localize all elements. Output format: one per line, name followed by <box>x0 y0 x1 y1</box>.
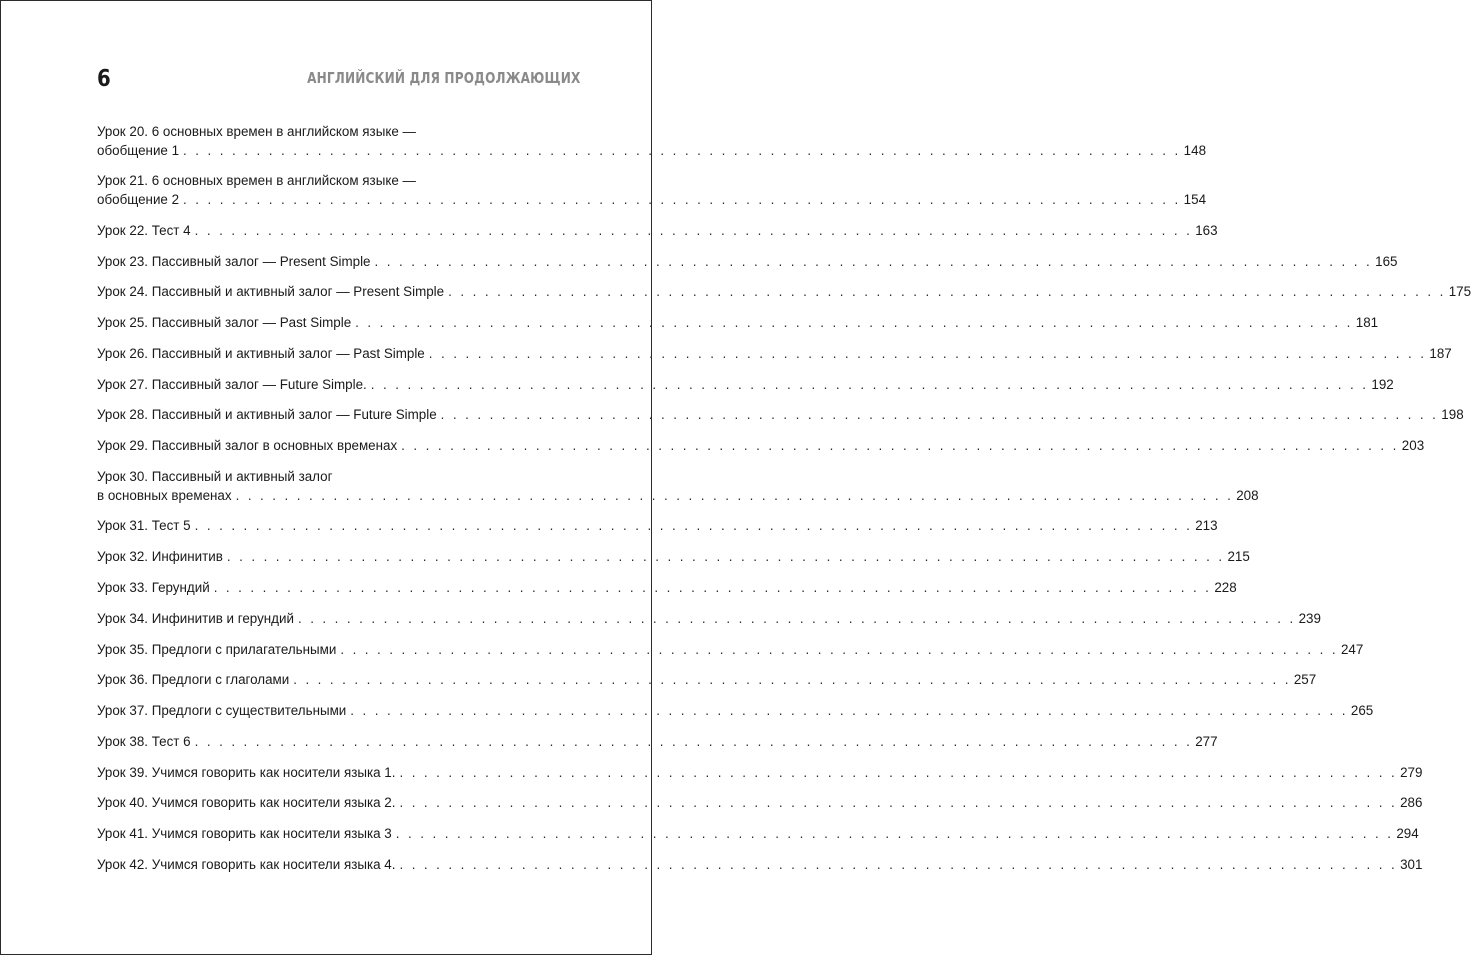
toc-entry-title: Урок 21. 6 основных времен в английском языке — <box>97 173 416 189</box>
toc-entry <box>97 856 1423 875</box>
toc-leader-dots: . . . . . . . . . . . . . . . . . . . . . . . . . . . . . . . . . . . . . . . . . . . . . . . . . . . . . . . . . . . . . . . . . . . . . . . . . . . . . . . . . . <box>428 345 1427 361</box>
toc-page-number: 198 <box>1441 407 1464 423</box>
toc-entry-title: Урок 41. Учимся говорить как носители языка 3 <box>97 826 392 842</box>
toc-entry <box>97 641 1364 660</box>
toc-leader-dots: . . . . . . . . . . . . . . . . . . . . . . . . . . . . . . . . . . . . . . . . . . . . . . . . . . . . . . . . . . . . . . . . . . . . . . . . . . . . . . . . . . <box>355 315 1353 331</box>
toc-entry-title: Урок 35. Предлоги с прилагательными <box>97 641 337 657</box>
toc-page-number: 213 <box>1195 518 1218 534</box>
toc-page-number: 294 <box>1396 826 1419 842</box>
toc-entry <box>97 437 1425 456</box>
toc-leader-dots: . . . . . . . . . . . . . . . . . . . . . . . . . . . . . . . . . . . . . . . . . . . . . . . . . . . . . . . . . . . . . . . . . . . . . . . . . . . . . . . . . . <box>399 856 1398 872</box>
toc-entry <box>97 468 1259 505</box>
toc-entry-title: Урок 39. Учимся говорить как носители языка 1. <box>97 764 396 780</box>
toc-entry <box>97 222 1218 241</box>
toc-entry-line <box>97 468 581 487</box>
toc-entry-line <box>97 222 1218 241</box>
toc-leader-dots: . . . . . . . . . . . . . . . . . . . . . . . . . . . . . . . . . . . . . . . . . . . . . . . . . . . . . . . . . . . . . . . . . . . . . . . . . . . . . . . . . . <box>183 191 1181 207</box>
toc-entry-line <box>97 641 1364 660</box>
table-of-contents <box>97 123 1471 887</box>
toc-entry <box>97 733 1218 752</box>
toc-leader-dots: . . . . . . . . . . . . . . . . . . . . . . . . . . . . . . . . . . . . . . . . . . . . . . . . . . . . . . . . . . . . . . . . . . . . . . . . . . . . . . . . . . <box>448 284 1446 300</box>
toc-entry-title: Урок 33. Герундий <box>97 579 210 595</box>
toc-entry <box>97 764 1423 783</box>
toc-leader-dots: . . . . . . . . . . . . . . . . . . . . . . . . . . . . . . . . . . . . . . . . . . . . . . . . . . . . . . . . . . . . . . . . . . . . . . . . . . . . . . . . . . <box>399 795 1398 811</box>
toc-entry-line <box>97 172 581 191</box>
toc-entry <box>97 794 1423 813</box>
toc-leader-dots: . . . . . . . . . . . . . . . . . . . . . . . . . . . . . . . . . . . . . . . . . . . . . . . . . . . . . . . . . . . . . . . . . . . . . . . . . . . . . . . . . . <box>293 672 1291 688</box>
toc-leader-dots: . . . . . . . . . . . . . . . . . . . . . . . . . . . . . . . . . . . . . . . . . . . . . . . . . . . . . . . . . . . . . . . . . . . . . . . . . . . . . . . . . . <box>194 518 1193 534</box>
toc-page-number: 163 <box>1195 222 1218 238</box>
toc-leader-dots: . . . . . . . . . . . . . . . . . . . . . . . . . . . . . . . . . . . . . . . . . . . . . . . . . . . . . . . . . . . . . . . . . . . . . . . . . . . . . . . . . . <box>194 222 1193 238</box>
toc-entry-line <box>97 856 1423 875</box>
toc-entry <box>97 376 1394 395</box>
toc-entry <box>97 517 1218 536</box>
toc-page-number: 247 <box>1340 641 1364 657</box>
toc-page-number: 277 <box>1195 733 1218 749</box>
toc-entry <box>97 123 1207 160</box>
toc-entry-line <box>97 825 1419 844</box>
toc-entry-line <box>97 314 1379 333</box>
toc-page-number: 265 <box>1350 703 1374 719</box>
toc-entry-title: Урок 23. Пассивный залог — Present Simple <box>97 253 371 269</box>
toc-entry-title: Урок 40. Учимся говорить как носители языка 2. <box>97 795 396 811</box>
toc-entry <box>97 671 1317 690</box>
toc-page-number: 154 <box>1183 191 1207 207</box>
toc-page-number: 301 <box>1400 856 1423 872</box>
page-number: 6 <box>97 66 111 92</box>
toc-entry-title: Урок 26. Пассивный и активный залог — Past Simple <box>97 345 425 361</box>
toc-page-number: 215 <box>1227 549 1250 565</box>
toc-page-number: 228 <box>1214 579 1237 595</box>
toc-leader-dots: . . . . . . . . . . . . . . . . . . . . . . . . . . . . . . . . . . . . . . . . . . . . . . . . . . . . . . . . . . . . . . . . . . . . . . . . . . . . . . . . . . <box>440 407 1439 423</box>
toc-page-number: 279 <box>1400 764 1423 780</box>
toc-entry-title: Урок 27. Пассивный залог — Future Simple. <box>97 376 367 392</box>
toc-leader-dots: . . . . . . . . . . . . . . . . . . . . . . . . . . . . . . . . . . . . . . . . . . . . . . . . . . . . . . . . . . . . . . . . . . . . . . . . . . . . . . . . . . <box>401 438 1399 454</box>
toc-leader-dots: . . . . . . . . . . . . . . . . . . . . . . . . . . . . . . . . . . . . . . . . . . . . . . . . . . . . . . . . . . . . . . . . . . . . . . . . . . . . . . . . . . <box>183 142 1181 158</box>
toc-page-number: 208 <box>1236 487 1259 503</box>
toc-entry <box>97 172 1207 209</box>
toc-page-number: 257 <box>1293 672 1317 688</box>
toc-entry-title: Урок 25. Пассивный залог — Past Simple <box>97 315 352 331</box>
toc-entry-title: Урок 37. Предлоги с существительными <box>97 703 347 719</box>
toc-page-number: 165 <box>1375 253 1398 269</box>
toc-entry-line <box>97 733 1218 752</box>
toc-entry-line <box>97 406 1464 425</box>
toc-leader-dots: . . . . . . . . . . . . . . . . . . . . . . . . . . . . . . . . . . . . . . . . . . . . . . . . . . . . . . . . . . . . . . . . . . . . . . . . . . . . . . . . . . <box>399 764 1398 780</box>
toc-page-number: 286 <box>1400 795 1423 811</box>
toc-entry-line <box>97 517 1218 536</box>
toc-entry-line <box>97 794 1423 813</box>
toc-leader-dots: . . . . . . . . . . . . . . . . . . . . . . . . . . . . . . . . . . . . . . . . . . . . . . . . . . . . . . . . . . . . . . . . . . . . . . . . . . . . . . . . . . <box>370 376 1369 392</box>
toc-entry-title: Урок 42. Учимся говорить как носители языка 4. <box>97 856 396 872</box>
toc-entry-title: Урок 24. Пассивный и активный залог — Present Simple <box>97 284 445 300</box>
toc-entry-line <box>97 702 1374 721</box>
toc-page-number: 148 <box>1183 142 1207 158</box>
toc-entry-line <box>97 610 1321 629</box>
toc-page-number: 239 <box>1298 610 1321 626</box>
toc-entry <box>97 610 1321 629</box>
toc-entry-title: Урок 36. Предлоги с глаголами <box>97 672 290 688</box>
toc-leader-dots: . . . . . . . . . . . . . . . . . . . . . . . . . . . . . . . . . . . . . . . . . . . . . . . . . . . . . . . . . . . . . . . . . . . . . . . . . . . . . . . . . . <box>194 733 1193 749</box>
toc-entry <box>97 345 1452 364</box>
toc-entry-line <box>97 671 1317 690</box>
toc-page-number: 192 <box>1371 376 1394 392</box>
toc-leader-dots: . . . . . . . . . . . . . . . . . . . . . . . . . . . . . . . . . . . . . . . . . . . . . . . . . . . . . . . . . . . . . . . . . . . . . . . . . . . . . . . . . . <box>340 641 1338 657</box>
toc-entry-line <box>97 283 1471 302</box>
toc-leader-dots: . . . . . . . . . . . . . . . . . . . . . . . . . . . . . . . . . . . . . . . . . . . . . . . . . . . . . . . . . . . . . . . . . . . . . . . . . . . . . . . . . . <box>213 579 1212 595</box>
toc-page-number: 187 <box>1429 345 1452 361</box>
toc-entry-line <box>97 253 1398 272</box>
toc-entry-title: Урок 29. Пассивный залог в основных временах <box>97 438 398 454</box>
toc-leader-dots: . . . . . . . . . . . . . . . . . . . . . . . . . . . . . . . . . . . . . . . . . . . . . . . . . . . . . . . . . . . . . . . . . . . . . . . . . . . . . . . . . . <box>235 487 1234 503</box>
toc-entry-title: в основных временах <box>97 487 232 503</box>
toc-entry-title: Урок 31. Тест 5 <box>97 518 191 534</box>
toc-leader-dots: . . . . . . . . . . . . . . . . . . . . . . . . . . . . . . . . . . . . . . . . . . . . . . . . . . . . . . . . . . . . . . . . . . . . . . . . . . . . . . . . . . <box>226 549 1225 565</box>
toc-entry <box>97 825 1419 844</box>
toc-entry <box>97 314 1379 333</box>
toc-entry-title: Урок 34. Инфинитив и герундий <box>97 610 294 626</box>
toc-entry <box>97 253 1398 272</box>
toc-leader-dots: . . . . . . . . . . . . . . . . . . . . . . . . . . . . . . . . . . . . . . . . . . . . . . . . . . . . . . . . . . . . . . . . . . . . . . . . . . . . . . . . . . <box>297 610 1296 626</box>
toc-entry-line <box>97 548 1250 567</box>
toc-entry <box>97 579 1237 598</box>
toc-entry-title: Урок 28. Пассивный и активный залог — Future Simple <box>97 407 437 423</box>
toc-entry-line <box>97 437 1425 456</box>
toc-entry-line <box>97 487 1259 506</box>
toc-entry-line <box>97 764 1423 783</box>
toc-page-number: 175 <box>1448 284 1471 300</box>
toc-entry <box>97 283 1471 302</box>
toc-leader-dots: . . . . . . . . . . . . . . . . . . . . . . . . . . . . . . . . . . . . . . . . . . . . . . . . . . . . . . . . . . . . . . . . . . . . . . . . . . . . . . . . . . <box>374 253 1373 269</box>
toc-entry-line <box>97 142 1207 161</box>
toc-entry-title: Урок 22. Тест 4 <box>97 222 191 238</box>
toc-entry-title: обобщение 2 <box>97 191 180 207</box>
toc-entry-line <box>97 123 581 142</box>
toc-entry-line <box>97 579 1237 598</box>
toc-entry-title: Урок 32. Инфинитив <box>97 549 223 565</box>
running-title: АНГЛИЙСКИЙ ДЛЯ ПРОДОЛЖАЮЩИХ <box>306 69 580 87</box>
toc-entry-line <box>97 191 1207 210</box>
toc-entry-line <box>97 345 1452 364</box>
toc-page-number: 181 <box>1355 315 1379 331</box>
toc-page-number: 203 <box>1401 438 1425 454</box>
toc-entry <box>97 406 1464 425</box>
toc-entry-title: Урок 38. Тест 6 <box>97 733 191 749</box>
toc-entry <box>97 702 1374 721</box>
toc-leader-dots: . . . . . . . . . . . . . . . . . . . . . . . . . . . . . . . . . . . . . . . . . . . . . . . . . . . . . . . . . . . . . . . . . . . . . . . . . . . . . . . . . . <box>395 826 1394 842</box>
toc-entry-title: обобщение 1 <box>97 142 180 158</box>
toc-entry <box>97 548 1250 567</box>
toc-entry-title: Урок 30. Пассивный и активный залог <box>97 469 333 484</box>
toc-entry-line <box>97 376 1394 395</box>
toc-leader-dots: . . . . . . . . . . . . . . . . . . . . . . . . . . . . . . . . . . . . . . . . . . . . . . . . . . . . . . . . . . . . . . . . . . . . . . . . . . . . . . . . . . <box>350 703 1348 719</box>
toc-entry-title: Урок 20. 6 основных времен в английском языке — <box>97 124 416 139</box>
